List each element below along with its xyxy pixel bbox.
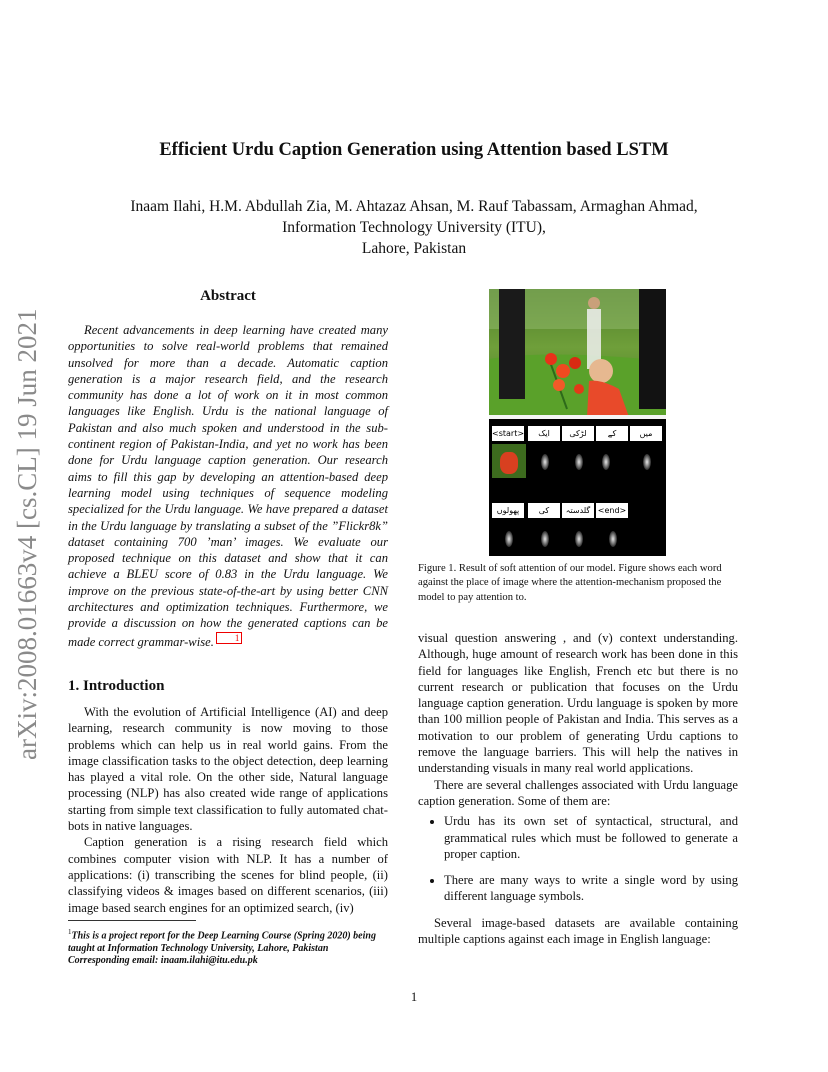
right-paragraph-2: There are several challenges associated with Urdu language caption generation. Some of them are: — [418, 777, 738, 808]
attention-word-6: پھولوں — [492, 503, 524, 518]
footnote-line-2: Corresponding email: inaam.ilahi@itu.edu.pk — [68, 955, 258, 967]
author-block — [0, 196, 828, 259]
figure-caption: Figure 1. Result of soft attention of our model. Figure shows each word against the place of image where the attention-mechanism proposed the model to pay attention to. — [418, 563, 722, 603]
footnote-link[interactable]: 1 — [216, 632, 243, 644]
attention-word-7: کی — [528, 503, 560, 518]
author-affiliation: Information Technology University (ITU), — [282, 219, 546, 236]
abstract-heading: Abstract — [200, 288, 256, 304]
attention-map-thumbnail — [596, 521, 630, 555]
footnote-line-1: This is a project report for the Deep Learning Course (Spring 2020) being taught at Information Technology University, Lahore, Pakistan — [68, 930, 376, 954]
attention-word-2: ایک — [528, 426, 560, 441]
attention-map-thumbnail — [596, 444, 630, 478]
attention-map-thumbnail — [492, 444, 526, 478]
page-number: 1 — [410, 990, 418, 1004]
paper-title: Efficient Urdu Caption Generation using Attention based LSTM — [159, 140, 669, 160]
attention-word-5: میں — [630, 426, 662, 441]
author-names: Inaam Ilahi, H.M. Abdullah Zia, M. Ahtazaz Ahsan, M. Rauf Tabassam, Armaghan Ahmad, — [130, 198, 698, 215]
intro-left-column — [68, 704, 388, 916]
attention-word-3: لڑکی — [562, 426, 594, 441]
arxiv-sidebar-stamp: arXiv:2008.01663v4 [cs.CL] 19 Jun 2021 — [12, 308, 42, 760]
footnote-mark: 1 — [68, 928, 72, 936]
footnote — [68, 926, 388, 968]
footnote-rule — [68, 920, 196, 921]
girl-with-flowers-photo — [489, 289, 666, 419]
section-heading-introduction: 1. Introduction — [68, 678, 165, 694]
right-paragraph-3: Several image-based datasets are available containing multiple captions against each image in English language: — [418, 915, 738, 947]
abstract-text: Recent advancements in deep learning have created many opportunities to solve real-world problems that remained unsolved for more than a decade. Automatic caption generation is a major research field, and the research community has done a lot of work on it in most common languages like English. Urdu is the national language of Pakistan and also much spoken and understood in the sub-continent region of Pakistan-India, and yet no work has been done for Urdu language caption generation. Our research aims to fill this gap by developing an attention-based deep learning model using techniques of sequence modeling specialized for the Urdu language. We have prepared a dataset in the Urdu language by translating a subset of the ”Flickr8k” dataset containing 700 ’man’ images. We evaluate our proposed technique on this dataset and show that it can achieve a BLEU score of 0.83 in the Urdu language. We improve on the previous state-of-the-art by using better CNN architectures and optimization techniques. Furthermore, we provide a discussion on how the generated captions can be made correct grammar-wise. — [68, 323, 388, 649]
attention-word-end: <end> — [596, 503, 628, 518]
attention-map-thumbnail — [528, 444, 562, 478]
right-paragraph-1: visual question answering , and (v) context understanding. Although, huge amount of research work has been done in this field for languages like English, French etc but there is no current research or publication that focuses on the Urdu language caption generation. Urdu language is spoken by more than 100 million people of Pakistan and India. This serves as a motivation to our problem of generating Urdu captions to remove the language barriers. This will help the natives in understanding visuals in many real world applications. — [418, 631, 738, 776]
intro-paragraph-2: Caption generation is a rising research field which combines computer vision with NLP. It has a number of applications: (i) transcribing the scenes for blind people, (ii) classifying videos & images based on different scenarios, (iii) image based search engines for an optimized search, (iv) — [68, 835, 388, 915]
attention-map-thumbnail — [562, 444, 596, 478]
intro-paragraph-1: With the evolution of Artificial Intelligence (AI) and deep learning, research community is now moving to those problems which can help us in real world gains. From the image classification tasks to the object detection, deep learning has played a vital role. On the other side, Natural language processing (NLP) has also created wide range of applications starting from simple text classification to fully automated chat-bots in native languages. — [68, 705, 388, 834]
intro-right-column — [418, 630, 738, 947]
author-location: Lahore, Pakistan — [361, 240, 467, 257]
list-item: • Urdu has its own set of syntactical, structural, and grammatical rules which must be followed to generate a proper caption. — [444, 813, 738, 862]
challenges-list — [418, 813, 738, 904]
attention-figure — [489, 289, 666, 556]
attention-map-thumbnail — [630, 444, 664, 478]
attention-map-thumbnail — [528, 521, 562, 555]
list-item: • There are many ways to write a single word by using different language symbols. — [444, 872, 738, 905]
attention-map-thumbnail — [492, 521, 526, 555]
abstract-body — [68, 322, 388, 650]
attention-map-thumbnail — [562, 521, 596, 555]
attention-word-start: <start> — [492, 426, 524, 441]
attention-word-8: گلدستہ — [562, 503, 594, 518]
attention-word-4: کے — [596, 426, 628, 441]
